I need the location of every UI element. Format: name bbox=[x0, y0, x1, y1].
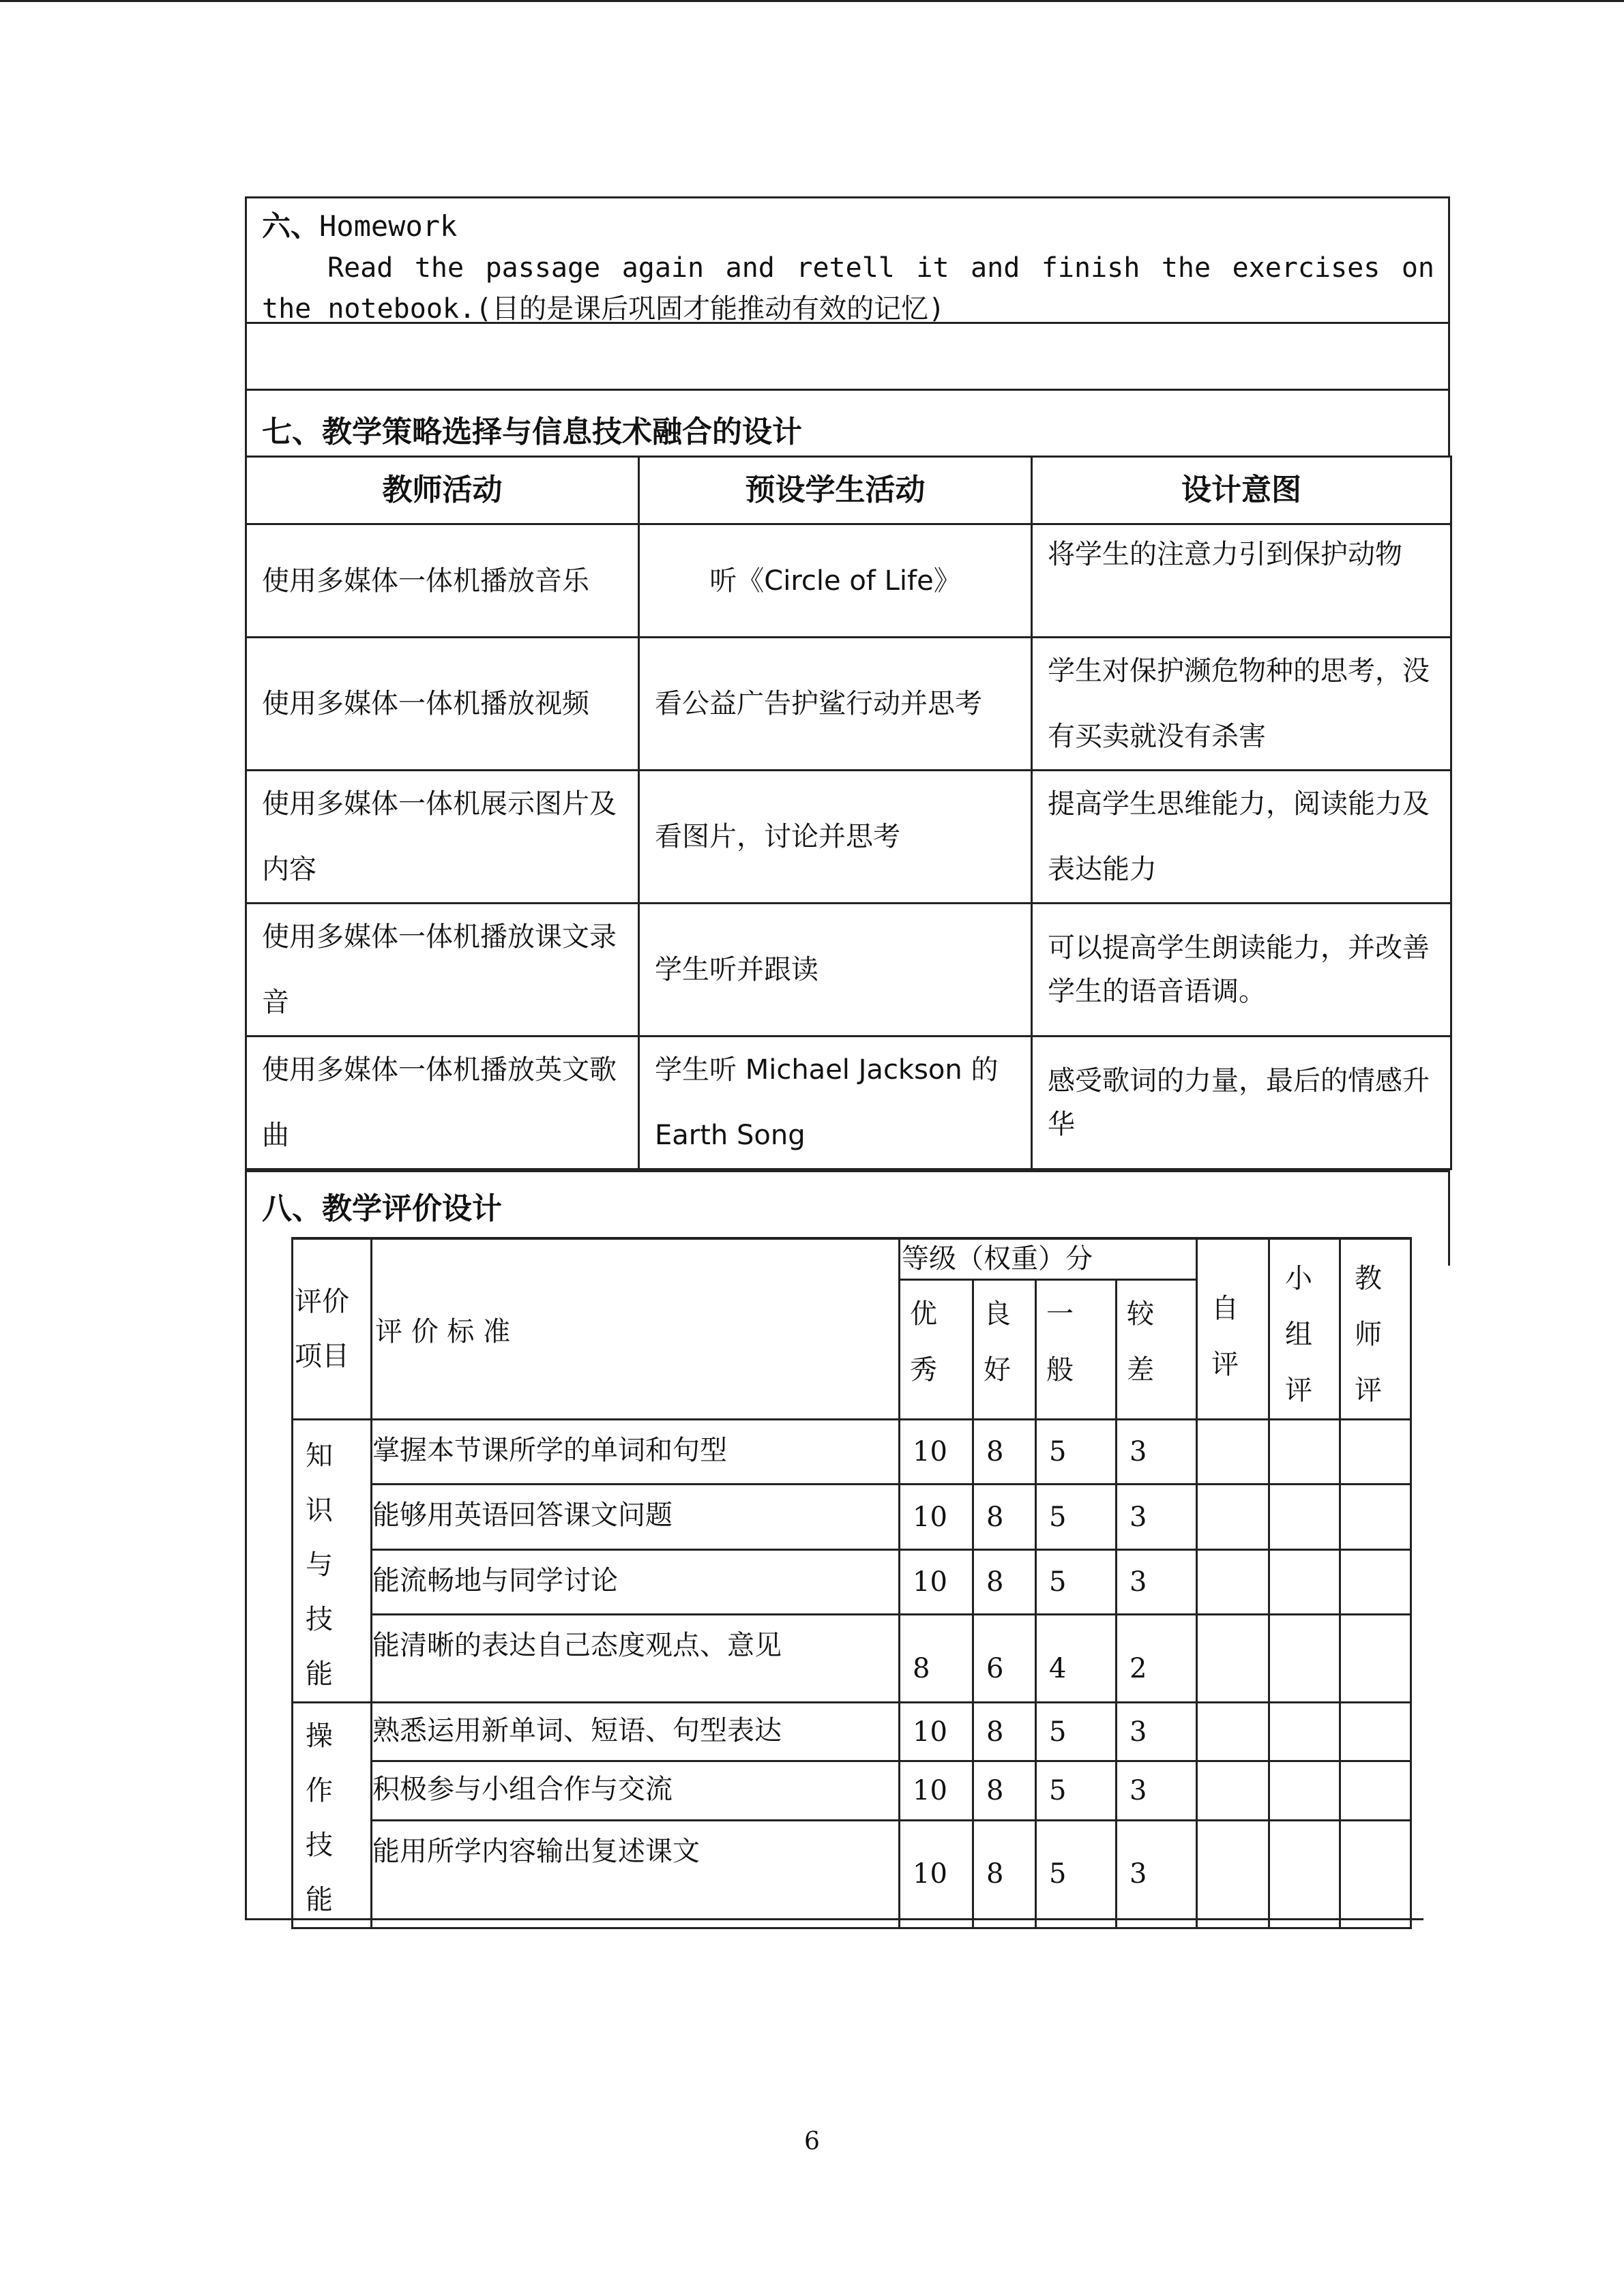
homework-section bbox=[245, 196, 1450, 325]
evaluation-row bbox=[293, 1820, 1411, 1928]
criterion-cell: 能清晰的表达自己态度观点、意见 bbox=[372, 1615, 900, 1703]
teacher-activity-cell: 使用多媒体一体机播放课文录音 bbox=[246, 904, 639, 1037]
evaluation-row bbox=[293, 1485, 1411, 1549]
score-excellent: 10 bbox=[900, 1820, 973, 1928]
strategy-row bbox=[246, 1037, 1451, 1169]
level-good: 良好 bbox=[973, 1279, 1036, 1419]
outer-left-border bbox=[245, 1236, 247, 1920]
blank-row bbox=[245, 322, 1450, 389]
level-poor: 较差 bbox=[1117, 1279, 1197, 1419]
score-excellent: 10 bbox=[900, 1485, 973, 1549]
score-good: 8 bbox=[973, 1703, 1036, 1761]
score-good: 6 bbox=[973, 1615, 1036, 1703]
header-self-eval: 自评 bbox=[1197, 1238, 1269, 1420]
design-intent-cell: 将学生的注意力引到保护动物 bbox=[1032, 524, 1451, 638]
score-good: 8 bbox=[973, 1820, 1036, 1928]
header-teacher-eval: 教师评 bbox=[1340, 1238, 1411, 1420]
strategy-row bbox=[246, 771, 1451, 904]
score-average: 5 bbox=[1036, 1420, 1117, 1485]
criterion-cell: 能够用英语回答课文问题 bbox=[372, 1485, 900, 1549]
score-excellent: 10 bbox=[900, 1420, 973, 1485]
teacher-activity-cell: 使用多媒体一体机播放音乐 bbox=[246, 524, 639, 638]
criterion-cell: 能用所学内容输出复述课文 bbox=[372, 1820, 900, 1928]
evaluation-row bbox=[293, 1615, 1411, 1703]
strategy-row bbox=[246, 638, 1451, 771]
group-eval-cell[interactable] bbox=[1269, 1703, 1340, 1761]
strategy-section-title: 七、教学策略选择与信息技术融合的设计 bbox=[245, 389, 1450, 456]
score-average: 5 bbox=[1036, 1485, 1117, 1549]
group-eval-cell[interactable] bbox=[1269, 1761, 1340, 1820]
score-poor: 3 bbox=[1117, 1549, 1197, 1614]
teacher-eval-cell[interactable] bbox=[1340, 1820, 1411, 1928]
self-eval-cell[interactable] bbox=[1197, 1761, 1269, 1820]
evaluation-row bbox=[293, 1420, 1411, 1485]
teacher-activity-cell: 使用多媒体一体机播放视频 bbox=[246, 638, 639, 771]
score-good: 8 bbox=[973, 1761, 1036, 1820]
self-eval-cell[interactable] bbox=[1197, 1615, 1269, 1703]
outer-right-border bbox=[1448, 1236, 1450, 1266]
header-group-eval: 小组评 bbox=[1269, 1238, 1340, 1420]
score-good: 8 bbox=[973, 1420, 1036, 1485]
score-poor: 3 bbox=[1117, 1820, 1197, 1928]
score-poor: 3 bbox=[1117, 1420, 1197, 1485]
criterion-cell: 积极参与小组合作与交流 bbox=[372, 1761, 900, 1820]
strategy-table bbox=[245, 456, 1452, 1170]
teacher-activity-cell: 使用多媒体一体机展示图片及内容 bbox=[246, 771, 639, 904]
criterion-cell: 熟悉运用新单词、短语、句型表达 bbox=[372, 1703, 900, 1761]
document-body bbox=[245, 196, 1450, 1920]
score-average: 5 bbox=[1036, 1761, 1117, 1820]
level-excellent: 优秀 bbox=[900, 1279, 973, 1419]
self-eval-cell[interactable] bbox=[1197, 1820, 1269, 1928]
score-good: 8 bbox=[973, 1485, 1036, 1549]
design-intent-cell: 提高学生思维能力，阅读能力及表达能力 bbox=[1032, 771, 1451, 904]
score-poor: 3 bbox=[1117, 1703, 1197, 1761]
teacher-eval-cell[interactable] bbox=[1340, 1615, 1411, 1703]
header-student-activity: 预设学生活动 bbox=[639, 457, 1032, 524]
self-eval-cell[interactable] bbox=[1197, 1420, 1269, 1485]
evaluation-section-title: 八、教学评价设计 bbox=[245, 1170, 1450, 1238]
score-poor: 3 bbox=[1117, 1761, 1197, 1820]
score-excellent: 10 bbox=[900, 1761, 973, 1820]
homework-title: 六、Homework bbox=[262, 209, 458, 243]
header-eval-item: 评价项目 bbox=[293, 1238, 372, 1420]
student-activity-cell: 听《Circle of Life》 bbox=[639, 524, 1032, 638]
teacher-eval-cell[interactable] bbox=[1340, 1761, 1411, 1820]
header-eval-criteria: 评 价 标 准 bbox=[372, 1238, 900, 1420]
score-poor: 2 bbox=[1117, 1615, 1197, 1703]
group-eval-cell[interactable] bbox=[1269, 1485, 1340, 1549]
design-intent-cell: 可以提高学生朗读能力，并改善学生的语音语调。 bbox=[1032, 904, 1451, 1037]
level-average: 一般 bbox=[1036, 1279, 1117, 1419]
header-design-intent: 设计意图 bbox=[1032, 457, 1451, 524]
student-activity-cell: 看公益广告护鲨行动并思考 bbox=[639, 638, 1032, 771]
score-good: 8 bbox=[973, 1549, 1036, 1614]
score-poor: 3 bbox=[1117, 1485, 1197, 1549]
teacher-eval-cell[interactable] bbox=[1340, 1549, 1411, 1614]
score-average: 4 bbox=[1036, 1615, 1117, 1703]
strategy-header-row bbox=[246, 457, 1451, 524]
page-number: 6 bbox=[804, 2128, 820, 2156]
evaluation-row bbox=[293, 1703, 1411, 1761]
score-average: 5 bbox=[1036, 1549, 1117, 1614]
self-eval-cell[interactable] bbox=[1197, 1549, 1269, 1614]
evaluation-table bbox=[291, 1237, 1412, 1929]
evaluation-header-row bbox=[293, 1238, 1411, 1279]
score-excellent: 10 bbox=[900, 1703, 973, 1761]
group-eval-cell[interactable] bbox=[1269, 1615, 1340, 1703]
group-eval-cell[interactable] bbox=[1269, 1549, 1340, 1614]
category-operation-skills: 操作技能 bbox=[293, 1703, 372, 1928]
score-average: 5 bbox=[1036, 1820, 1117, 1928]
group-eval-cell[interactable] bbox=[1269, 1820, 1340, 1928]
header-grade-weight: 等级（权重）分 bbox=[900, 1238, 1197, 1279]
evaluation-row bbox=[293, 1549, 1411, 1614]
self-eval-cell[interactable] bbox=[1197, 1703, 1269, 1761]
teacher-eval-cell[interactable] bbox=[1340, 1485, 1411, 1549]
criterion-cell: 能流畅地与同学讨论 bbox=[372, 1549, 900, 1614]
design-intent-cell: 感受歌词的力量，最后的情感升华 bbox=[1032, 1037, 1451, 1169]
group-eval-cell[interactable] bbox=[1269, 1420, 1340, 1485]
teacher-eval-cell[interactable] bbox=[1340, 1420, 1411, 1485]
criterion-cell: 掌握本节课所学的单词和句型 bbox=[372, 1420, 900, 1485]
evaluation-wrapper bbox=[245, 1238, 1450, 1920]
score-excellent: 8 bbox=[900, 1615, 973, 1703]
score-average: 5 bbox=[1036, 1703, 1117, 1761]
homework-body: Read the passage again and retell it and finish the exercises on the notebook.(目的是课后巩固才能推动有效的记忆) bbox=[262, 252, 1434, 325]
student-activity-cell: 学生听并跟读 bbox=[639, 904, 1032, 1037]
design-intent-cell: 学生对保护濒危物种的思考，没有买卖就没有杀害 bbox=[1032, 638, 1451, 771]
score-excellent: 10 bbox=[900, 1549, 973, 1614]
header-teacher-activity: 教师活动 bbox=[246, 457, 639, 524]
top-border-line bbox=[0, 0, 1624, 2]
teacher-eval-cell[interactable] bbox=[1340, 1703, 1411, 1761]
teacher-activity-cell: 使用多媒体一体机播放英文歌曲 bbox=[246, 1037, 639, 1169]
self-eval-cell[interactable] bbox=[1197, 1485, 1269, 1549]
evaluation-row bbox=[293, 1761, 1411, 1820]
student-activity-cell: 学生听 Michael Jackson 的 Earth Song bbox=[639, 1037, 1032, 1169]
strategy-row bbox=[246, 904, 1451, 1037]
student-activity-cell: 看图片，讨论并思考 bbox=[639, 771, 1032, 904]
strategy-row bbox=[246, 524, 1451, 638]
category-knowledge-skills: 知识与技能 bbox=[293, 1420, 372, 1703]
